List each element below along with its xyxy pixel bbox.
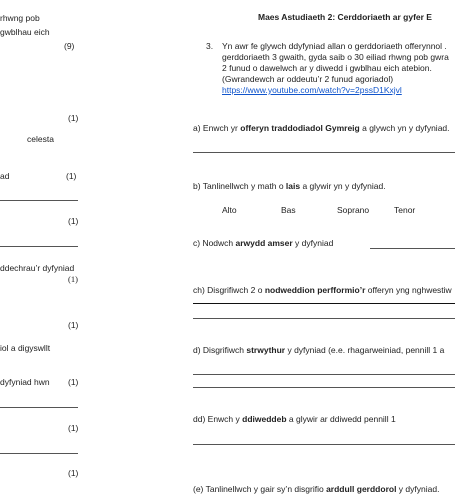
- voice-option-alto[interactable]: Alto: [222, 205, 237, 215]
- answer-line[interactable]: [0, 246, 78, 247]
- left-mark: (1): [68, 320, 79, 330]
- answer-line-d-1[interactable]: [193, 374, 455, 375]
- answer-line-d-2[interactable]: [193, 387, 455, 388]
- left-line-5: ddechrau’r dyfyniad: [0, 263, 75, 273]
- voice-option-tenor[interactable]: Tenor: [394, 205, 416, 215]
- answer-line-dd[interactable]: [193, 444, 455, 445]
- answer-line-ch-1[interactable]: [193, 303, 455, 304]
- part-ch: ch) Disgrifiwch 2 o nodweddion perfformio’r offeryn yng nghwestiw: [193, 285, 452, 295]
- left-mark: (1): [66, 171, 77, 181]
- left-mark: (1): [68, 377, 79, 387]
- voice-option-soprano[interactable]: Soprano: [337, 205, 370, 215]
- left-mark: (1): [68, 423, 79, 433]
- left-line-1: rhwng pob: [0, 13, 40, 23]
- answer-line[interactable]: [0, 453, 78, 454]
- answer-line[interactable]: [0, 407, 78, 408]
- part-a: a) Enwch yr offeryn traddodiadol Gymreig a glywch yn y dyfyniad.: [193, 123, 450, 133]
- question-number: 3.: [206, 41, 214, 51]
- left-mark: (9): [64, 41, 75, 51]
- part-d: d) Disgrifiwch strwythur y dyfyniad (e.e. rhagarweiniad, pennill 1 a: [193, 345, 445, 355]
- answer-line[interactable]: [0, 200, 78, 201]
- question-text: Yn awr fe glywch ddyfyniad allan o gerddoriaeth offerynnol . gerddoriaeth 3 gwaith, gyda saib o 30 eiliad rhwng pob gwra 2 funud o dawelwch ar y diwedd i gwblhau eich atebion. (Gwrandewch ar oddeutu’r 2 funud agoriadol) https://www.youtube.com/watch?v=2pssD1Kxjvl: [222, 41, 449, 95]
- answer-line-a[interactable]: [193, 152, 455, 153]
- part-e: (e) Tanlinellwch y gair sy’n disgrifio arddull gerddorol y dyfyniad.: [193, 484, 440, 494]
- answer-line-ch-2[interactable]: [193, 318, 455, 319]
- left-mark: (1): [68, 468, 79, 478]
- part-dd: dd) Enwch y ddiweddeb a glywir ar ddiwedd pennill 1: [193, 414, 396, 424]
- left-mark: (1): [68, 113, 79, 123]
- left-line-6: iol a digyswllt: [0, 343, 51, 353]
- left-line-2: gwblhau eich: [0, 27, 50, 37]
- left-line-7: dyfyniad hwn: [0, 377, 50, 387]
- answer-line-c[interactable]: [370, 248, 455, 249]
- voice-option-bas[interactable]: Bas: [281, 205, 296, 215]
- left-line-3: celesta: [27, 134, 54, 144]
- left-mark: (1): [68, 216, 79, 226]
- part-b: b) Tanlinellwch y math o lais a glywir yn y dyfyniad.: [193, 181, 386, 191]
- youtube-link[interactable]: https://www.youtube.com/watch?v=2pssD1Kxjvl: [222, 85, 402, 95]
- left-mark: (1): [68, 274, 78, 284]
- page-heading: Maes Astudiaeth 2: Cerddoriaeth ar gyfer E: [258, 12, 432, 22]
- part-c: c) Nodwch arwydd amser y dyfyniad: [193, 238, 334, 248]
- left-line-4: ad: [0, 171, 10, 181]
